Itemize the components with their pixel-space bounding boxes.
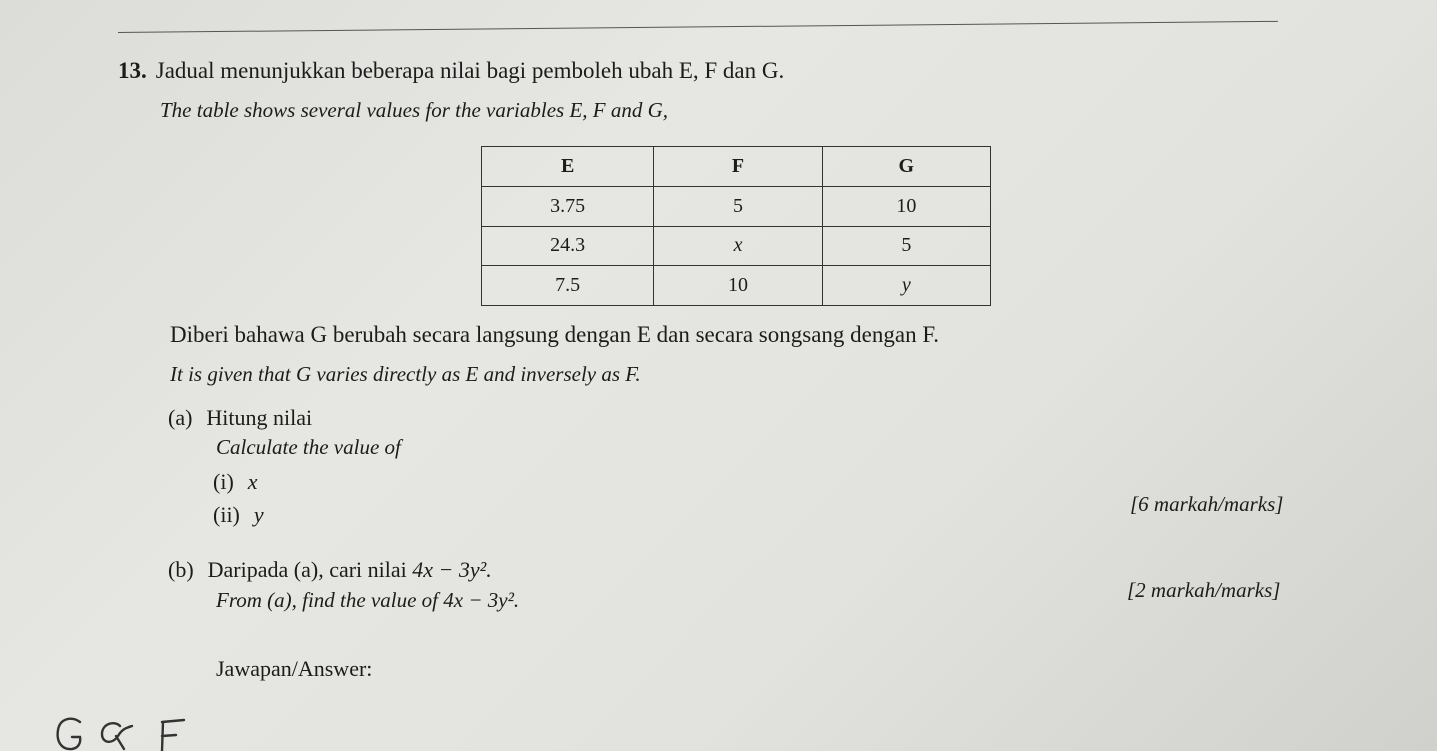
cell-g: 10 bbox=[822, 186, 990, 226]
part-b-text-ms bbox=[168, 557, 492, 583]
handwritten-proportion-note bbox=[50, 712, 190, 751]
part-a-label: (a) bbox=[168, 405, 193, 430]
part-b-marks: [2 markah/marks] bbox=[1127, 578, 1281, 602]
part-a-text-ms: Hitung nilai bbox=[206, 405, 313, 430]
table-header-row bbox=[482, 147, 991, 187]
cell-g: y bbox=[822, 266, 990, 306]
cell-f: 10 bbox=[654, 266, 822, 306]
item-i-label: (i) bbox=[213, 469, 234, 494]
header-f: F bbox=[654, 147, 822, 187]
item-ii-variable: y bbox=[253, 502, 264, 527]
part-b-instruction-ms: Daripada (a), cari nilai bbox=[207, 557, 407, 582]
part-a-instruction-en: Calculate the value of bbox=[216, 435, 401, 459]
answer-label: Jawapan/Answer: bbox=[216, 656, 373, 681]
table-row bbox=[482, 226, 991, 266]
part-b-label: (b) bbox=[168, 557, 194, 582]
cell-f: x bbox=[654, 226, 822, 266]
cell-e: 3.75 bbox=[482, 186, 654, 226]
question-statement-ms bbox=[118, 58, 784, 84]
top-rule-line bbox=[118, 21, 1278, 33]
part-a-item-i bbox=[213, 469, 258, 495]
part-b-text-en bbox=[216, 588, 519, 613]
given-statement-en: It is given that G varies directly as E and inversely as F. bbox=[170, 362, 641, 386]
cell-f: 5 bbox=[654, 186, 822, 226]
part-b-expression-en: 4x − 3y². bbox=[443, 588, 520, 612]
table-row bbox=[482, 266, 991, 306]
variables-table bbox=[481, 146, 991, 306]
cell-e: 24.3 bbox=[482, 226, 654, 266]
table-row bbox=[482, 186, 991, 226]
question-text-ms: Jadual menunjukkan beberapa nilai bagi pemboleh ubah E, F dan G. bbox=[155, 58, 785, 83]
given-statement-ms: Diberi bahawa G berubah secara langsung dengan E dan secara songsang dengan F. bbox=[170, 322, 940, 347]
item-ii-label: (ii) bbox=[213, 502, 240, 527]
part-a-item-ii bbox=[213, 502, 264, 528]
header-g: G bbox=[822, 147, 990, 187]
part-a-instruction-ms bbox=[168, 405, 312, 431]
part-a-marks: [6 markah/marks] bbox=[1130, 492, 1284, 516]
question-statement-en: The table shows several values for the variables E, F and G, bbox=[160, 98, 669, 122]
item-i-variable: x bbox=[247, 469, 258, 494]
cell-e: 7.5 bbox=[482, 266, 654, 306]
part-b-instruction-en: From (a), find the value of bbox=[216, 588, 439, 612]
part-b-expression-ms: 4x − 3y². bbox=[412, 557, 492, 582]
cell-g: 5 bbox=[822, 226, 990, 266]
header-e: E bbox=[482, 147, 654, 187]
question-number: 13. bbox=[118, 58, 147, 83]
